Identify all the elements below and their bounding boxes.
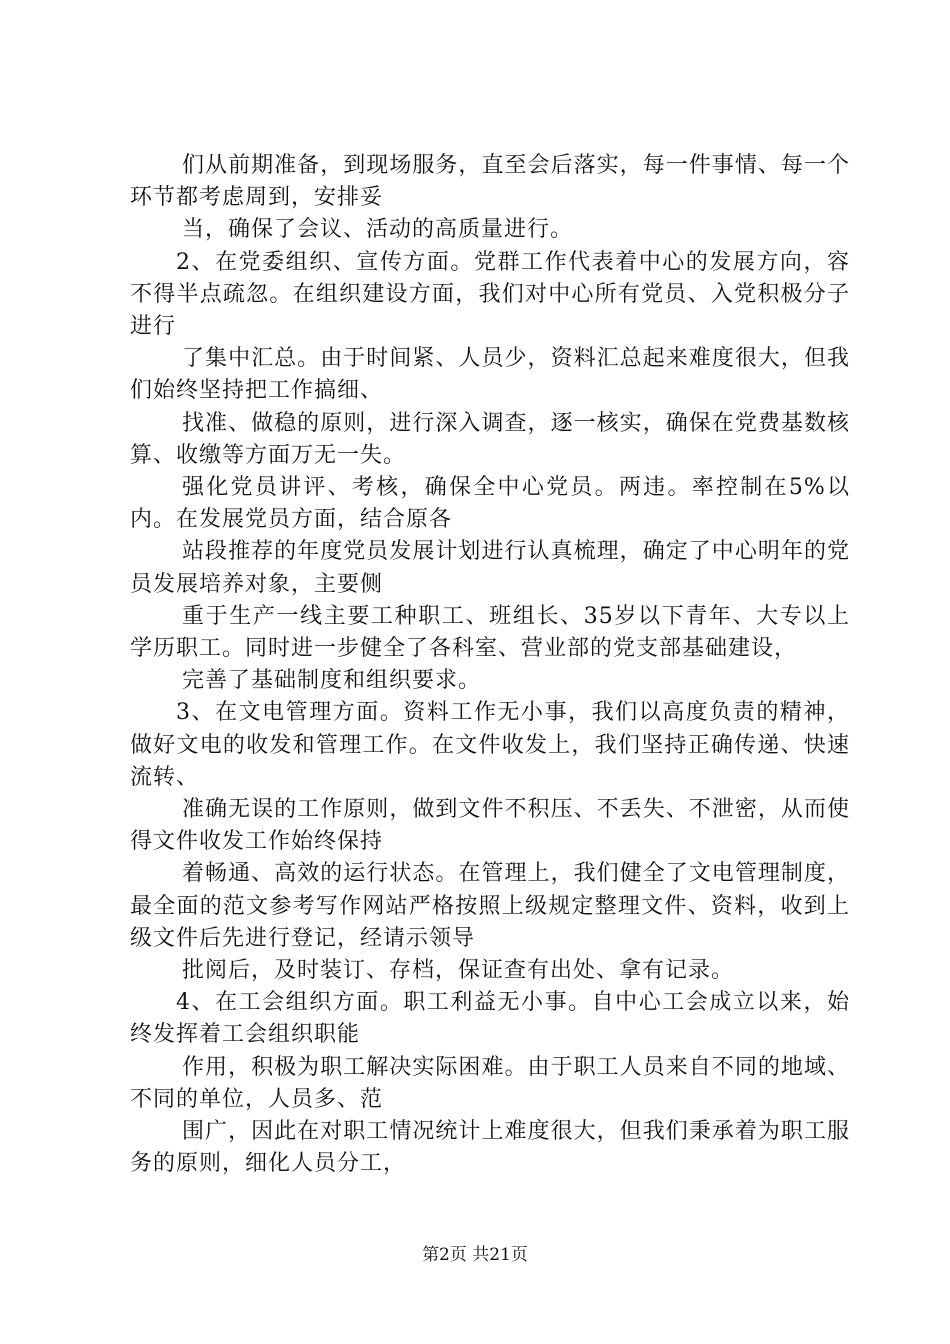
page-footer	[0, 1244, 950, 1266]
paragraph-1: 们从前期准备，到现场服务，直至会后落实，每一件事情、每一个环节都考虑周到，安排妥	[130, 153, 850, 211]
paragraph-8: 重于生产一线主要工种职工、班组长、35岁以下青年、大专以上学历职工。同时进一步健全了各科室、营业部的党支部基础建设，	[130, 603, 850, 662]
paragraph-10: 3、在文电管理方面。资料工作无小事，我们以高度负责的精神，做好文电的收发和管理工作。在文件收发上，我们坚持正确传递、快速流转、	[130, 700, 850, 790]
paragraph-14: 4、在工会组织方面。职工利益无小事。自中心工会成立以来，始终发挥着工会组织职能	[130, 990, 850, 1048]
paragraph-4: 了集中汇总。由于时间紧、人员少，资料汇总起来难度很大，但我们始终坚持把工作搞细、	[130, 346, 850, 404]
paragraph-11: 准确无误的工作原则，做到文件不积压、不丢失、不泄密，从而使得文件收发工作始终保持	[130, 797, 850, 855]
paragraph-3: 2、在党委组织、宣传方面。党群工作代表着中心的发展方向，容不得半点疏忽。在组织建设方面，我们对中心所有党员、入党积极分子进行	[130, 249, 850, 340]
paragraph-16: 围广，因此在对职工情况统计上难度很大，但我们秉承着为职工服务的原则，细化人员分工，	[130, 1119, 850, 1177]
paragraph-7: 站段推荐的年度党员发展计划进行认真梳理，确定了中心明年的党员发展培养对象，主要侧	[130, 539, 850, 597]
paragraph-12: 着畅通、高效的运行状态。在管理上，我们健全了文电管理制度，最全面的范文参考写作网站严格按照上级规定整理文件、资料，收到上级文件后先进行登记，经请示领导	[130, 861, 850, 951]
paragraph-13: 批阅后，及时装订、存档，保证查有出处、拿有记录。	[182, 958, 735, 984]
paragraph-2: 当，确保了会议、活动的高质量进行。	[182, 217, 574, 243]
paragraph-6: 强化党员讲评、考核，确保全中心党员。两违。率控制在5%以内。在发展党员方面，结合原各	[130, 475, 850, 533]
paragraph-15: 作用，积极为职工解决实际困难。由于职工人员来自不同的地域、不同的单位，人员多、范	[130, 1054, 850, 1112]
paragraph-9: 完善了基础制度和组织要求。	[182, 668, 482, 694]
page-number-label: 第2页 共21页	[422, 1245, 528, 1265]
document-body	[130, 150, 850, 1181]
paragraph-5: 找准、做稳的原则，进行深入调查，逐一核实，确保在党费基数核算、收缴等方面万无一失。	[130, 410, 850, 468]
